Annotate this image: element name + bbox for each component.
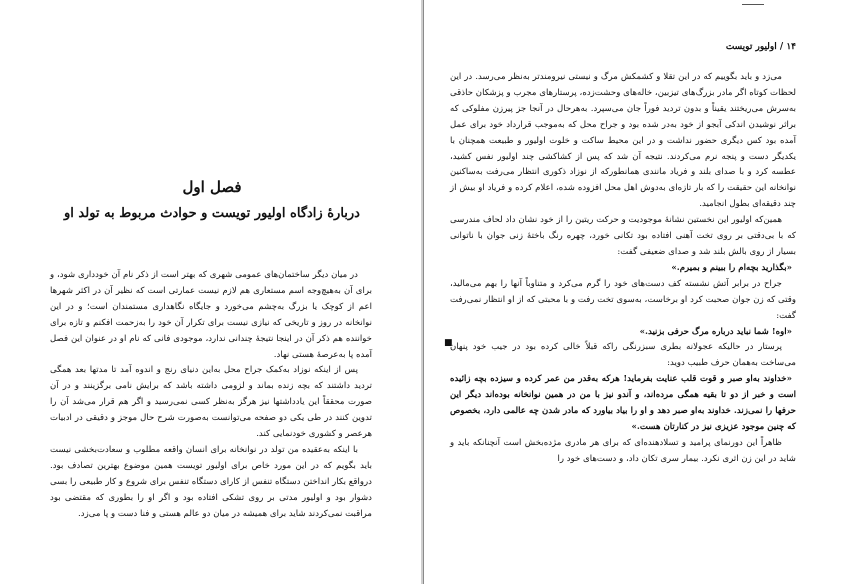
paragraph: ظاهراً این دورنمای پرامید و تسلادهنده‌ای که برای هر مادری مژده‌بخش است آنچنانکه باید و شاید در این زن اثری نکرد. بیمار سری تکان داد، و دست‌های خود را [450, 437, 796, 464]
chapter-subtitle: دربارهٔ زادگاه اولیور تویست و حوادث مربوط به تولد او [64, 206, 360, 221]
quote-paragraph: «خداوند به‌او صبر و قوت قلب عنایت بفرماید! هرکه به‌قدر من عمر کرده و سیزده بچه زائیده است و خبر از دو تا بقیه همگی مرده‌اند، و آندو نیز با من در همین نوانخانه بوده‌اند دیگر این حرفها را نمی‌زند. خداوند به‌او صبر دهد و او را بیاد بیاورد که مادر شدن چه عالمی دارد، بخصوص که چنین موجود عزیزی نیز در کنارتان هست.» [450, 374, 796, 432]
quote-paragraph: «بگذارید بچه‌ام را ببینم و بمیرم.» [671, 262, 792, 273]
margin-mark: ■ [444, 338, 453, 348]
top-rule [742, 4, 764, 5]
paragraph: با اینکه به‌عقیده من تولد در نوانخانه برای انسان واقعه مطلوب و سعادت‌بخشی نیست باید بگویم که در این مورد خاص برای اولیور تویست همین موضوع بهترین تصادف بود. درواقع بکار انداختن دستگاه تنفس از کارای دستگاه تنفس برای شروع و کار طبیعی را بسی دشوار بود و اولیور مدتی بر روی تشکی افتاده بود و اگر او را بطوری که مقتضی بود مراقبت نمی‌کردند شاید برای همیشه در میان دو عالم هستی و فنا دست و پا می‌زد. [50, 444, 372, 519]
chapter-title: فصل اول [182, 178, 242, 196]
paragraph: جراح در برابر آتش نشسته کف دست‌های خود را گرم می‌کرد و متناوباً آنها را بهم می‌مالید، وقتی که زن جوان صحبت کرد او برخاست، به‌سوی تخت رفت و با محبتی که از او انتظار نمی‌رفت گفت: [450, 278, 796, 321]
paragraph: همین‌که اولیور این نخستین نشانهٔ موجودیت و حرکت ریتین را از خود نشان داد لحاف مندرسی که با بی‌دقتی بر روی تخت آهنی افتاده بود تکانی خورد، چهره رنگ باختهٔ زنی جوان با ناتوانی بسیار از روی بالش بلند شد و صدای ضعیفی گفت: [450, 215, 796, 257]
left-page-body [50, 268, 372, 523]
right-page-body [450, 70, 796, 468]
running-header: ۱۴ / اولیور تویست [725, 42, 796, 52]
paragraph: پس از اینکه نوزاد به‌کمک جراح محل به‌این دنیای رنج و اندوه آمد تا مدتها بعد همگی تردید داشتند که بچه زنده بماند و لزومی داشته باشد که برایش نامی برگزینند و در آن صورت محققاً این یادداشتها نیز هرگز به‌نظر کسی نمی‌رسید و اگر هم قرار می‌شد آن را تدوین کنند در طی یکی دو صفحه می‌توانست به‌صورت شرح حال موجز و دقیقی در ادبیات هرعصر و کشوری خودنمایی کند. [50, 365, 372, 440]
right-page [424, 0, 848, 584]
paragraph: پرستار در حالیکه عجولانه بطری سبزرنگی راکه قبلاً خالی کرده بود در جیب خود پنهان می‌ساخت به‌همان حرف طبیب دوید: [450, 342, 796, 369]
paragraph: در میان دیگر ساختمان‌های عمومی شهری که بهتر است از ذکر نام آن خودداری شود، و برای آن به‌هیچ‌وجه اسم مستعاری هم لازم نیست عمارتی است که نظیر آن در اکثر شهرها اعم از کوچک یا بزرگ به‌چشم می‌خورد و جایگاه نگاهداری مستمندان است؛ و در این نوانخانه در روز و تاریخی که نیازی نیست برای تکرار آن خود را به‌زحمت افکنم و تازه برای خواننده هم ذکر آن در اینجا نتیجهٔ چندانی ندارد، موجودی فانی که نام او در عنوان این فصل آمده پا به‌عرصهٔ هستی نهاد. [50, 270, 372, 360]
paragraph: می‌زد و باید بگوییم که در این تقلا و کشمکش مرگ و نیستی نیرومندتر به‌نظر می‌رسد. در این لحظات کوتاه اگر مادر بزرگ‌های تیزبین، خاله‌های وحشت‌زده، پرستارهای مجرب و پزشکان حاذقی به‌سرش می‌ریختند یقیناً و بدون تردید فوراً جان می‌سپرد. به‌هرحال در آنجا جز پیرزن مفلوکی که براثر نوشیدن اندکی آبجو از خود به‌در شده بود و جراح محل که به‌موجب قرارداد خود برای عمل آمده بود کس دیگری حضور نداشت و در این محیط ساکت و خلوت اولیور و طبیعت همچنان با یکدیگر دست و پنجه نرم می‌کردند. نتیجه آن شد که پس از کشاکشی چند اولیور نفس کشید، عطسه کرد و با صدای بلند و فریاد مانندی همانطورکه از نوزاد ذکوری انتظار می‌رفت به‌ساکنین نوانخانه این حقیقت را که بار تازه‌ای به‌دوش اهل محل افزوده شده، اعلام کرده و فریاد او بیش از چند دقیقه‌ای بطول انجامید. [450, 72, 796, 210]
quote-paragraph: «اوه! شما نباید درباره مرگ حرفی بزنید.» [639, 326, 792, 337]
